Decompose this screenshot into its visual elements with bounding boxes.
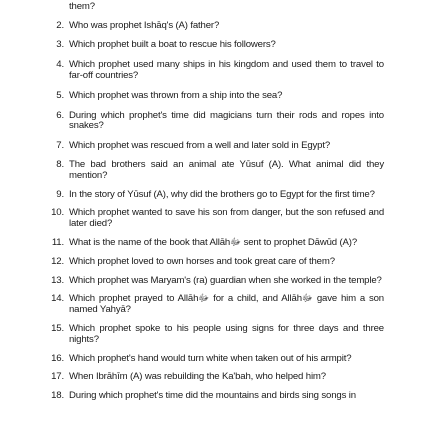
question-number: 6.: [56, 109, 64, 121]
question-text: Which prophet spoke to his people using signs for three days and three nights?: [69, 322, 384, 345]
question-item: [0, 40, 430, 51]
question-text: In the story of Yūsuf (A), why did the brothers go to Egypt for the first time?: [69, 188, 375, 200]
question-number: 2.: [56, 19, 64, 31]
question-number: 8.: [56, 158, 64, 170]
question-item: [0, 91, 430, 102]
question-number: 13.: [51, 274, 64, 286]
question-number: 14.: [51, 293, 64, 305]
question-text: Which prophet was thrown from a ship into the sea?: [69, 89, 283, 101]
question-item: [0, 141, 430, 152]
question-text: Which prophet loved to own horses and took great care of them?: [69, 255, 335, 267]
question-text: Which prophet was rescued from a well and later sold in Egypt?: [69, 140, 331, 152]
question-text: During which prophet's time did magicians turn their rods and ropes into snakes?: [69, 109, 384, 132]
question-text: Which prophet wanted to save his son from danger, but the son refused and later died?: [69, 207, 384, 230]
question-item: [0, 60, 430, 82]
question-text: The bad brothers said an animal ate Yūsuf (A). What animal did they mention?: [69, 158, 384, 181]
question-item: [0, 111, 430, 133]
question-item: [0, 190, 430, 201]
question-item: [0, 276, 430, 287]
question-number: 16.: [51, 352, 64, 364]
question-number: [40, 0, 64, 2]
question-text: Which prophet prayed to Allāhﷻ for a child, and Allāhﷻ gave him a son named Yahyā?: [69, 293, 384, 316]
question-number: 18.: [51, 390, 64, 402]
question-number: 9.: [56, 188, 64, 200]
question-number: 15.: [51, 322, 64, 334]
question-number: 5.: [56, 89, 64, 101]
question-number: 10.: [51, 207, 64, 219]
question-text: During which prophet's time did the mountains and birds sing songs in: [69, 390, 356, 402]
question-number: 4.: [56, 59, 64, 71]
question-item: [0, 391, 430, 402]
question-number: 7.: [56, 140, 64, 152]
question-text: them?: [69, 0, 95, 12]
question-text: Who was prophet Ishāq's (A) father?: [69, 19, 220, 31]
question-number: 11.: [51, 236, 64, 248]
question-item: [0, 160, 430, 182]
question-number: 3.: [56, 39, 64, 51]
question-item: [0, 238, 430, 249]
question-item: [0, 294, 430, 316]
question-text: Which prophet built a boat to rescue his followers?: [69, 39, 276, 51]
question-item: [0, 324, 430, 346]
question-text: Which prophet's hand would turn white when taken out of his armpit?: [69, 352, 352, 364]
question-item: [0, 208, 430, 230]
question-text: Which prophet used many ships in his kingdom and used them to travel to far-off countries?: [69, 59, 384, 81]
question-item: [0, 0, 430, 13]
question-item: [0, 21, 430, 32]
question-number: 12.: [51, 255, 64, 267]
question-item: [0, 354, 430, 365]
question-text: When Ibrāhīm (A) was rebuilding the Ka'bah, who helped him?: [69, 371, 326, 383]
question-item: [0, 372, 430, 383]
question-item: [0, 257, 430, 268]
question-text: What is the name of the book that Allāhﷻ sent to prophet Dāwūd (A)?: [69, 236, 358, 248]
question-text: Which prophet was Maryam's (ra) guardian when she worked in the temple?: [69, 274, 382, 286]
question-number: 17.: [51, 371, 64, 383]
